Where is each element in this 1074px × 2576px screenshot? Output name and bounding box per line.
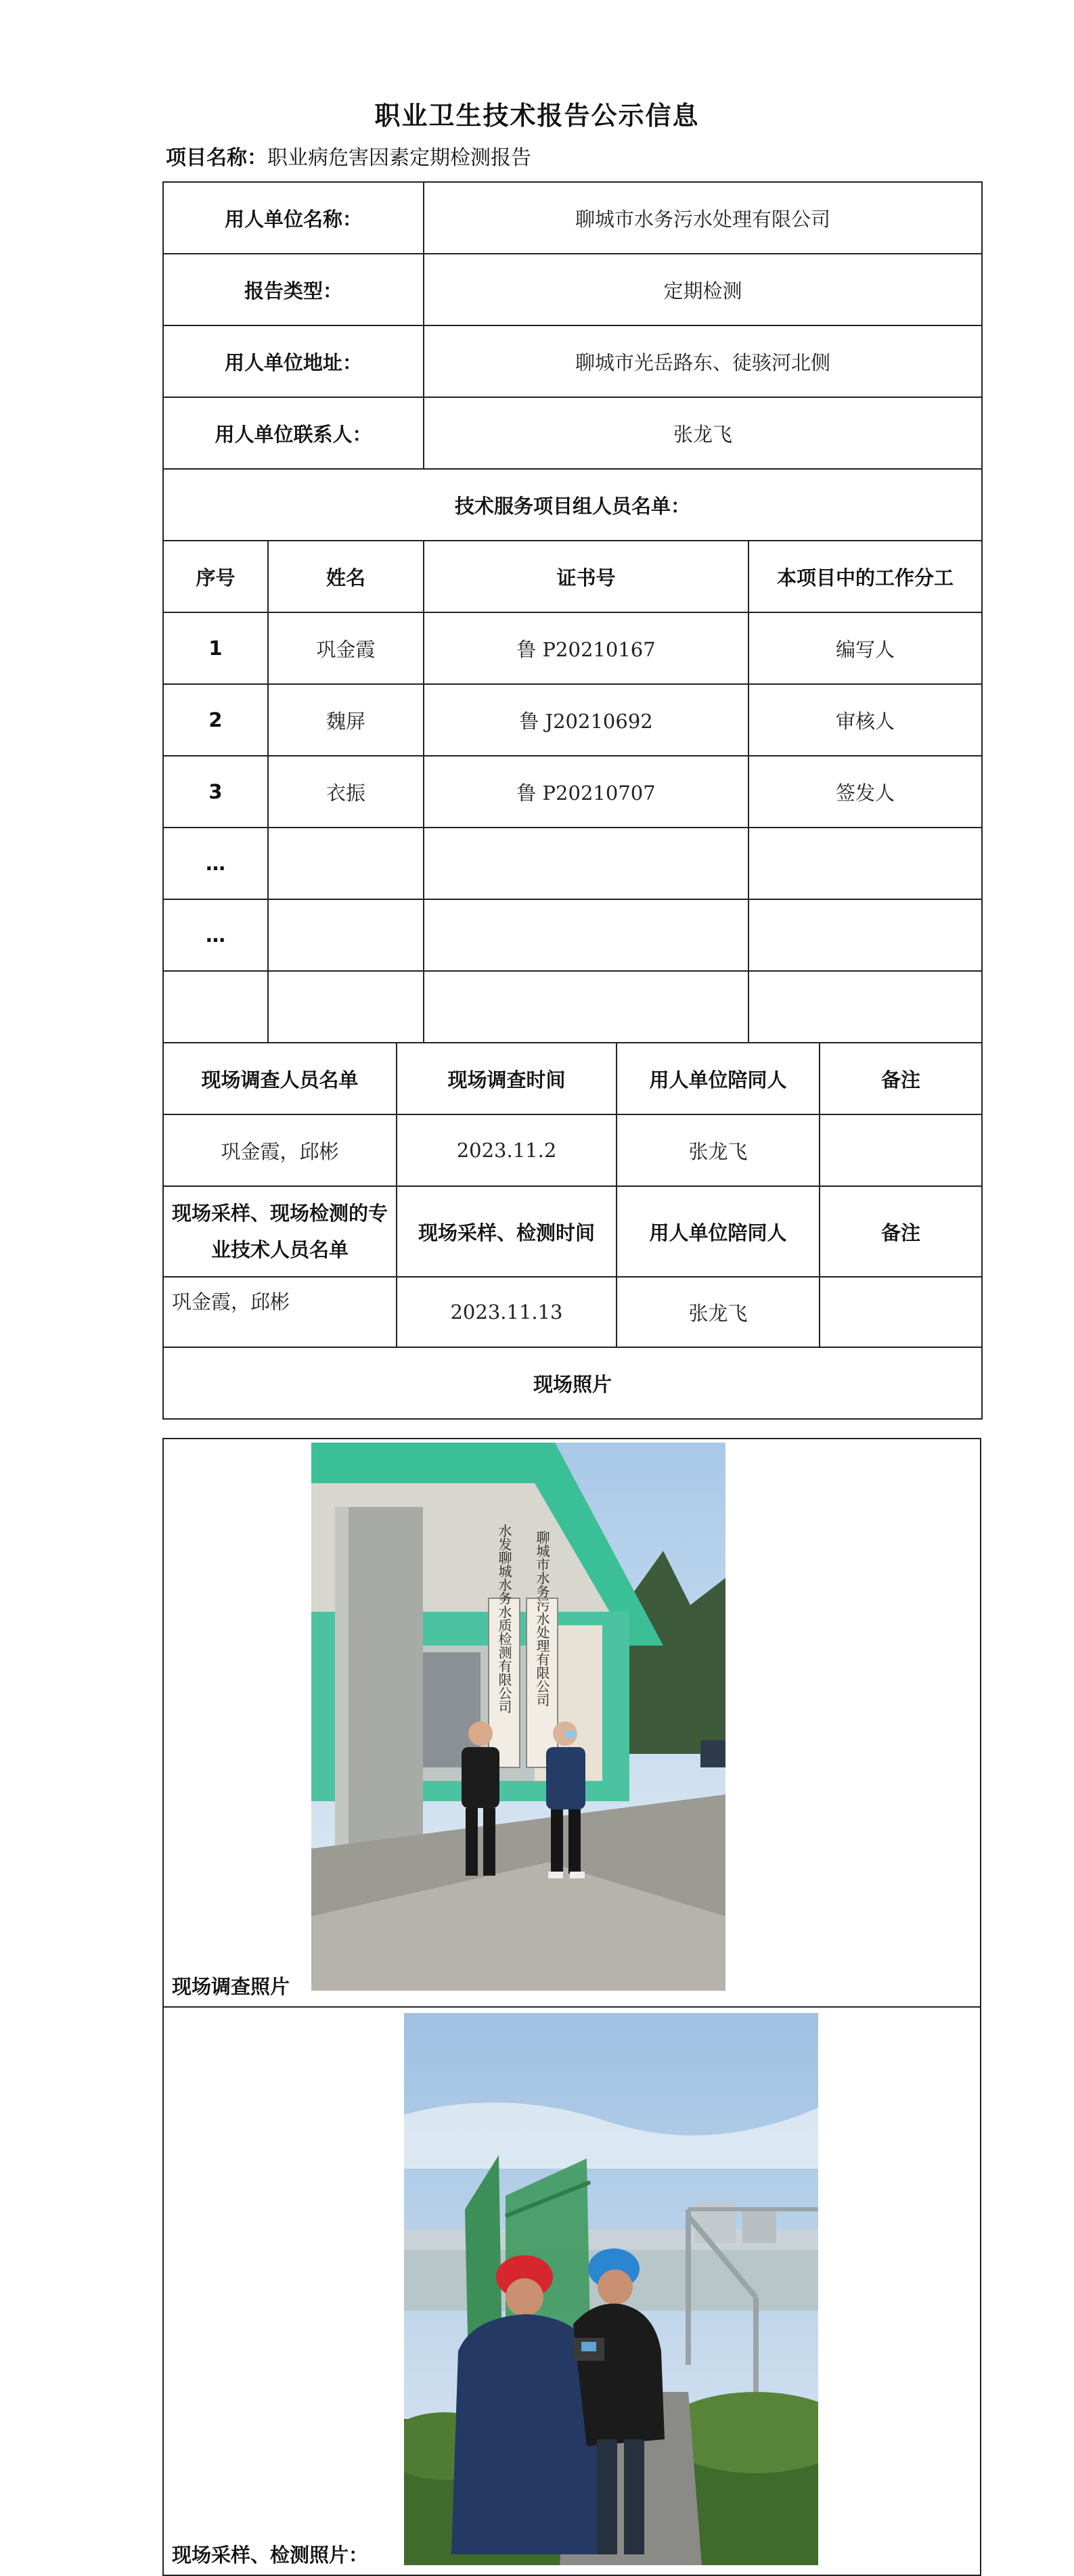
table-row [163,756,982,828]
survey-photo-label: 现场调查照片 [172,1975,290,1998]
team-heading: 技术服务项目组人员名单： [163,469,982,541]
member-role: 签发人 [748,756,982,828]
sampling-header-row [163,1186,982,1277]
column-header: 用人单位陪同人 [617,1043,820,1114]
member-role: 编写人 [748,612,982,684]
table-row [163,971,982,1043]
survey-photo-cell [163,1439,981,2007]
column-header: 用人单位陪同人 [617,1186,820,1277]
sampling-escort: 张龙飞 [617,1277,820,1347]
survey-escort: 张龙飞 [617,1114,820,1186]
column-header: 现场采样、检测时间 [397,1186,617,1277]
column-header: 现场调查时间 [397,1043,617,1114]
sampling-date: 2023.11.13 [397,1277,617,1347]
column-header: 姓名 [268,541,424,612]
column-header: 证书号 [424,541,748,612]
member-role [748,828,982,899]
column-header: 现场调查人员名单 [163,1043,397,1114]
photos-heading: 现场照片 [163,1347,982,1419]
column-header: 序号 [163,541,268,612]
info-value: 定期检测 [424,254,982,325]
info-value: 聊城市光岳路东、徒骇河北侧 [424,325,982,397]
survey-date: 2023.11.2 [397,1114,617,1186]
row-index: 3 [163,756,268,828]
table-row [163,612,982,684]
info-row [163,182,982,254]
certificate-number: 鲁 J20210692 [424,684,748,756]
team-header-row [163,541,982,612]
column-header: 备注 [820,1186,982,1277]
project-label: 项目名称： [166,146,267,170]
member-name [268,899,424,971]
row-index: … [163,828,268,899]
table-row [163,1277,982,1347]
sign-text-water-quality: 水发聊城水务水质检测有限公司 [496,1524,512,1713]
sign-text-company: 聊城市水务污水处理有限公司 [534,1531,550,1707]
info-label: 用人单位联系人： [163,397,424,469]
table-row [163,684,982,756]
sampling-note [820,1277,982,1347]
survey-header-row [163,1043,982,1114]
certificate-number [424,971,748,1043]
survey-staff: 巩金霞，邱彬 [163,1114,397,1186]
page-title: 职业卫生技术报告公示信息 [374,101,700,131]
member-role: 审核人 [748,684,982,756]
table-row [163,828,982,899]
info-row [163,254,982,325]
info-table [162,181,983,1043]
info-value: 聊城市水务污水处理有限公司 [424,182,982,254]
member-name [268,828,424,899]
info-label: 报告类型： [163,254,424,325]
table-row [163,1114,982,1186]
member-role [748,899,982,971]
row-index: 2 [163,684,268,756]
member-name: 魏屏 [268,684,424,756]
member-name [268,971,424,1043]
photo-table [162,1438,981,2576]
column-header: 本项目中的工作分工 [748,541,982,612]
info-label: 用人单位名称： [163,182,424,254]
member-name: 巩金霞 [268,612,424,684]
certificate-number [424,828,748,899]
sampling-photo [404,2013,818,2565]
survey-photo [311,1443,725,1991]
sampling-photo-cell [163,2007,981,2575]
certificate-number: 鲁 P20210167 [424,612,748,684]
table-row [163,899,982,971]
info-label: 用人单位地址： [163,325,424,397]
column-header: 现场采样、现场检测的专业技术人员名单 [163,1186,397,1277]
certificate-number [424,899,748,971]
survey-note [820,1114,982,1186]
row-index [163,971,268,1043]
certificate-number: 鲁 P20210707 [424,756,748,828]
sampling-photo-label: 现场采样、检测照片： [172,2544,369,2567]
project-name [166,141,531,171]
fieldwork-table [162,1042,983,1420]
member-name: 衣振 [268,756,424,828]
info-value: 张龙飞 [424,397,982,469]
member-role [748,971,982,1043]
info-row [163,325,982,397]
project-value: 职业病危害因素定期检测报告 [267,146,531,170]
column-header: 备注 [820,1043,982,1114]
row-index: … [163,899,268,971]
row-index: 1 [163,612,268,684]
sampling-staff: 巩金霞，邱彬 [163,1277,397,1347]
info-row [163,397,982,469]
